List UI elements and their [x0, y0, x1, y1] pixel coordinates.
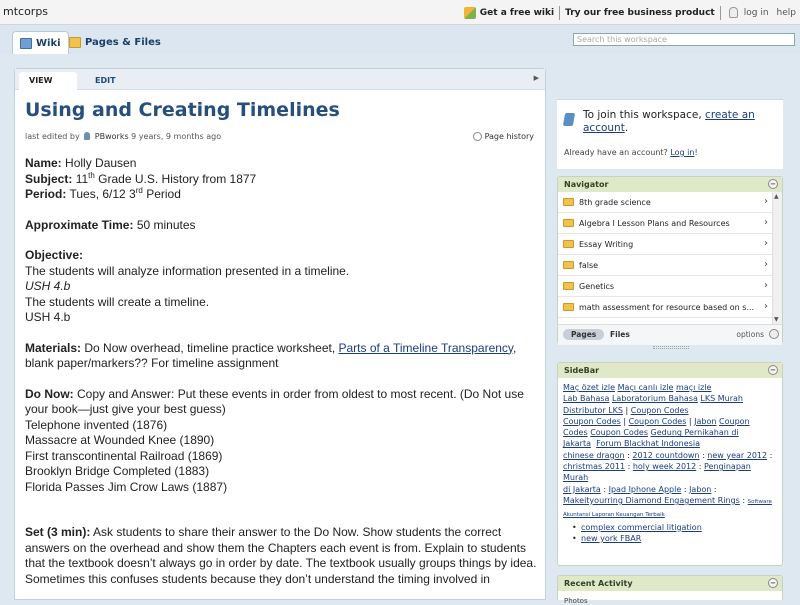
sidebar-link[interactable]: new york FBAR — [581, 533, 642, 543]
name-value: Holly Dausen — [65, 156, 137, 170]
sidebar-link[interactable]: Coupon Codes — [630, 405, 689, 415]
sidebar-link[interactable]: maçı izle — [676, 383, 712, 392]
join-text — [583, 109, 778, 135]
try-business-link[interactable]: Try our free business product — [565, 7, 715, 18]
tab-wiki-label: Wiki — [36, 37, 61, 49]
time-label: Approximate Time: — [25, 217, 134, 232]
event-item: Massacre at Wounded Knee (1890) — [25, 433, 215, 447]
view-edit-tabs — [15, 69, 545, 90]
subject-grade: 11 — [75, 171, 89, 186]
list-item — [581, 533, 777, 544]
sidebar-bullets — [563, 522, 777, 545]
chevron-right-icon[interactable]: › — [764, 196, 768, 207]
page-title: Using and Creating Timelines — [25, 99, 340, 121]
objective-1: The students will analyze information presented in a timeline. — [25, 263, 350, 278]
page-history-link[interactable] — [473, 132, 534, 141]
gear-icon[interactable] — [769, 329, 779, 339]
get-free-wiki-link[interactable] — [459, 7, 559, 19]
sidebar-link[interactable]: Distributor LKS — [563, 405, 623, 415]
workspace-name[interactable]: mtcorps — [3, 5, 49, 18]
navigator-header — [558, 177, 782, 192]
sidebar-link[interactable]: Laboratorium Bahasa — [611, 394, 698, 404]
page-panel — [14, 68, 546, 600]
tab-files[interactable]: Files — [610, 330, 630, 339]
log-in-link[interactable]: Log in — [670, 148, 695, 157]
chevron-right-icon[interactable]: › — [764, 259, 768, 270]
join-prompt: To join this workspace, — [583, 109, 702, 121]
transparency-link[interactable]: Parts of a Timeline Transparency — [338, 340, 514, 355]
do-now-label: Do Now: — [25, 386, 74, 401]
join-period: . — [624, 122, 629, 134]
chevron-right-icon[interactable]: › — [764, 217, 768, 228]
nav-item[interactable] — [558, 213, 782, 234]
nav-item-label: 8th grade science — [579, 197, 651, 207]
sidebar-header — [558, 363, 782, 378]
sidebar-link[interactable]: complex commercial litigation — [581, 522, 702, 532]
period-suffix: Period — [146, 187, 181, 201]
sidebar-content: Maç özet izle Maçı canlı izle maçı izle Lab Bahasa Laboratorium Bahasa LKS Murah Distributor LKS | Coupon Codes Coupon Codes | Coupon Codes | Jabon Coupon Codes Coupon Codes Gedung Pernikahan di Jakarta Forum Blackhat Indonesia chinese dragon : 2012 countdown : new year 2012 : christmas 2011 : holy week 2012 : Penginapan Murah di Jakarta : Ipad Iphone Apple : Jabon : Makeityourring Diamond Engagement Rings : Software Akuntansi Laporan Keuangan Terbaik • complex commercial litigation • new york FBAR — [558, 378, 782, 548]
sidebar-panel — [557, 362, 783, 566]
nav-item[interactable] — [558, 234, 782, 255]
recent-activity-header — [558, 576, 782, 591]
sidebar-link[interactable]: christmas 2011 — [563, 462, 626, 472]
folder-icon — [563, 198, 574, 206]
last-edited-info — [25, 132, 221, 141]
nav-item[interactable] — [558, 297, 782, 318]
tab-pages-files-label: Pages & Files — [85, 37, 161, 48]
chevron-right-icon[interactable]: › — [764, 238, 768, 249]
set-text: Ask students to share their answer to the Do Now. Show students the correct answers on the overhead and show them the Chapters each event is from. Explain to students that the textbook doesn’t always go in order by date. The textbook usually groups things by idea. Sometimes this confuses students because they don’t understand the timing involved in — [25, 525, 537, 586]
sidebar-link[interactable]: Gedung Pernikahan di — [650, 428, 739, 438]
folder-icon — [563, 282, 574, 290]
navigator-footer — [558, 324, 782, 345]
objective-1-code: USH 4.b — [25, 279, 71, 293]
sidebar-link[interactable]: holy week 2012 — [632, 462, 697, 472]
folder-icon — [563, 219, 574, 227]
objective-2: The students will create a timeline. — [25, 294, 210, 309]
sidebar-link[interactable]: Jabon — [694, 416, 717, 426]
sidebar-link[interactable]: LKS Murah — [700, 394, 743, 404]
chevron-right-icon[interactable]: › — [764, 301, 768, 312]
create-account-link[interactable]: create an account — [583, 109, 755, 134]
folder-icon — [563, 240, 574, 248]
do-now-text: Copy and Answer: Put these events in order from oldest to most recent. (Do Not use your book—just give your best guess) — [25, 386, 524, 416]
clock-icon — [473, 132, 482, 141]
sidebar-link[interactable]: Codes — [563, 428, 588, 438]
objective-2-code: USH 4.b — [25, 310, 71, 324]
set-label: Set (3 min): — [25, 525, 91, 539]
sidebar-link[interactable]: Coupon Codes — [628, 416, 687, 426]
recent-activity-title: Recent Activity — [564, 579, 633, 588]
navigator-scrollbar[interactable] — [772, 192, 782, 324]
materials-label: Materials: — [25, 340, 82, 355]
event-item: Telephone invented (1876) — [25, 417, 168, 432]
tab-edit[interactable]: EDIT — [95, 76, 116, 85]
nav-item[interactable] — [558, 255, 782, 276]
collapse-icon[interactable]: − — [768, 179, 778, 189]
period-sup: rd — [135, 186, 143, 195]
sidebar-link[interactable]: Forum Blackhat Indonesia — [596, 439, 700, 449]
list-item — [581, 522, 777, 533]
sidebar-link[interactable]: Lab Bahasa — [563, 394, 610, 404]
tab-pages[interactable]: Pages — [563, 329, 604, 340]
time-value: 50 minutes — [136, 217, 196, 232]
sidebar-link[interactable]: Makeityourring Diamond Engagement Rings — [563, 495, 740, 505]
nav-item[interactable] — [558, 276, 782, 297]
materials-text: Do Now overhead, timeline practice worksheet, — [84, 340, 336, 355]
nav-item-label: Algebra I Lesson Plans and Resources — [579, 218, 730, 228]
materials-text-end: , blank paper/markers?? For timeline assignment — [25, 340, 517, 370]
editor-link[interactable]: PBworks — [94, 132, 129, 141]
join-workspace-box — [557, 99, 783, 169]
page-content — [25, 156, 540, 587]
navigator-title: Navigator — [564, 180, 609, 189]
pbworks-logo-icon — [464, 7, 476, 19]
expand-arrow-icon[interactable]: ▶ — [533, 74, 539, 82]
sidebar-link[interactable]: Maç özet izle — [563, 383, 616, 392]
sidebar-link[interactable]: Software Akuntansi Laporan Keuangan Terbaik — [563, 498, 772, 519]
user-icon — [721, 7, 740, 18]
page-history-label: Page history — [484, 132, 534, 141]
nav-item[interactable] — [558, 192, 782, 213]
period-value: Tues, 6/12 3 — [69, 187, 136, 201]
scroll-down-icon[interactable]: ▼ — [774, 316, 779, 323]
sidebar-link[interactable]: Penginapan Murah — [563, 462, 751, 483]
nav-item-label: false — [579, 260, 599, 270]
chevron-right-icon[interactable]: › — [764, 280, 768, 291]
tab-wiki[interactable] — [12, 31, 69, 54]
subject-label: Subject: — [25, 171, 73, 186]
sidebar-link[interactable]: Ipad Iphone Apple — [608, 484, 682, 494]
user-icon — [84, 132, 90, 140]
objective-label: Objective: — [25, 248, 84, 262]
name-label: Name: — [25, 156, 62, 170]
nav-item-label: math assessment for resource based on s... — [579, 302, 755, 312]
nav-item-label: Essay Writing — [579, 239, 634, 249]
wiki-icon — [20, 38, 32, 49]
get-free-wiki-label: Get a free wiki — [479, 7, 555, 18]
sidebar-link[interactable]: Coupon Codes — [590, 428, 648, 438]
already-account — [564, 148, 698, 157]
nav-item-label: Genetics — [579, 281, 615, 291]
already-account-text: Already have an account? — [564, 148, 668, 157]
sidebar-link[interactable]: Jabon — [689, 484, 712, 494]
recent-activity-item[interactable]: Photos — [564, 597, 588, 605]
options-link[interactable]: options — [736, 330, 764, 339]
event-item: Brooklyn Bridge Completed (1883) — [25, 464, 210, 478]
sidebar-title: SideBar — [564, 366, 600, 375]
event-item: Florida Passes Jim Crow Laws (1887) — [25, 479, 228, 494]
help-link[interactable]: help — [776, 7, 796, 18]
tab-pages-files[interactable] — [62, 31, 168, 54]
folder-icon — [69, 37, 81, 48]
sidebar-link[interactable]: new year 2012 — [707, 450, 768, 460]
navigator-list — [558, 192, 782, 324]
pointer-icon — [563, 113, 575, 126]
sidebar-link[interactable]: chinese dragon — [563, 450, 625, 460]
collapse-icon[interactable]: − — [768, 578, 778, 588]
last-edited-prefix: last edited by — [25, 132, 80, 141]
already-bang: ! — [694, 148, 698, 157]
top-right-links — [459, 0, 800, 25]
event-item: First transcontinental Railroad (1869) — [25, 448, 223, 463]
scroll-up-icon[interactable]: ▲ — [774, 193, 779, 200]
sidebar-link[interactable]: Coupon Codes — [563, 416, 621, 426]
resize-grip[interactable] — [653, 346, 689, 349]
folder-icon — [563, 261, 574, 269]
search-input[interactable]: Search this workspace — [573, 33, 795, 46]
period-label: Period: — [25, 187, 67, 201]
edit-time: 9 years, 9 months ago — [131, 132, 222, 141]
sidebar-link[interactable]: Jakarta — [563, 439, 591, 449]
top-bar — [0, 0, 800, 25]
sidebar-link[interactable]: 2012 countdown — [632, 450, 700, 460]
sidebar-link[interactable]: Coupon — [719, 416, 750, 426]
sidebar-link[interactable]: di Jakarta — [563, 484, 601, 494]
folder-icon — [563, 303, 574, 311]
navigator-panel — [557, 176, 783, 344]
sidebar-link[interactable]: Maçı canlı izle — [617, 383, 674, 392]
recent-activity-panel — [557, 575, 783, 605]
collapse-icon[interactable]: − — [768, 365, 778, 375]
subject-sup: th — [88, 170, 95, 180]
tab-view[interactable]: VIEW — [19, 72, 77, 90]
subject-value: Grade U.S. History from 1877 — [98, 171, 257, 186]
log-in-link[interactable]: log in — [743, 7, 769, 18]
